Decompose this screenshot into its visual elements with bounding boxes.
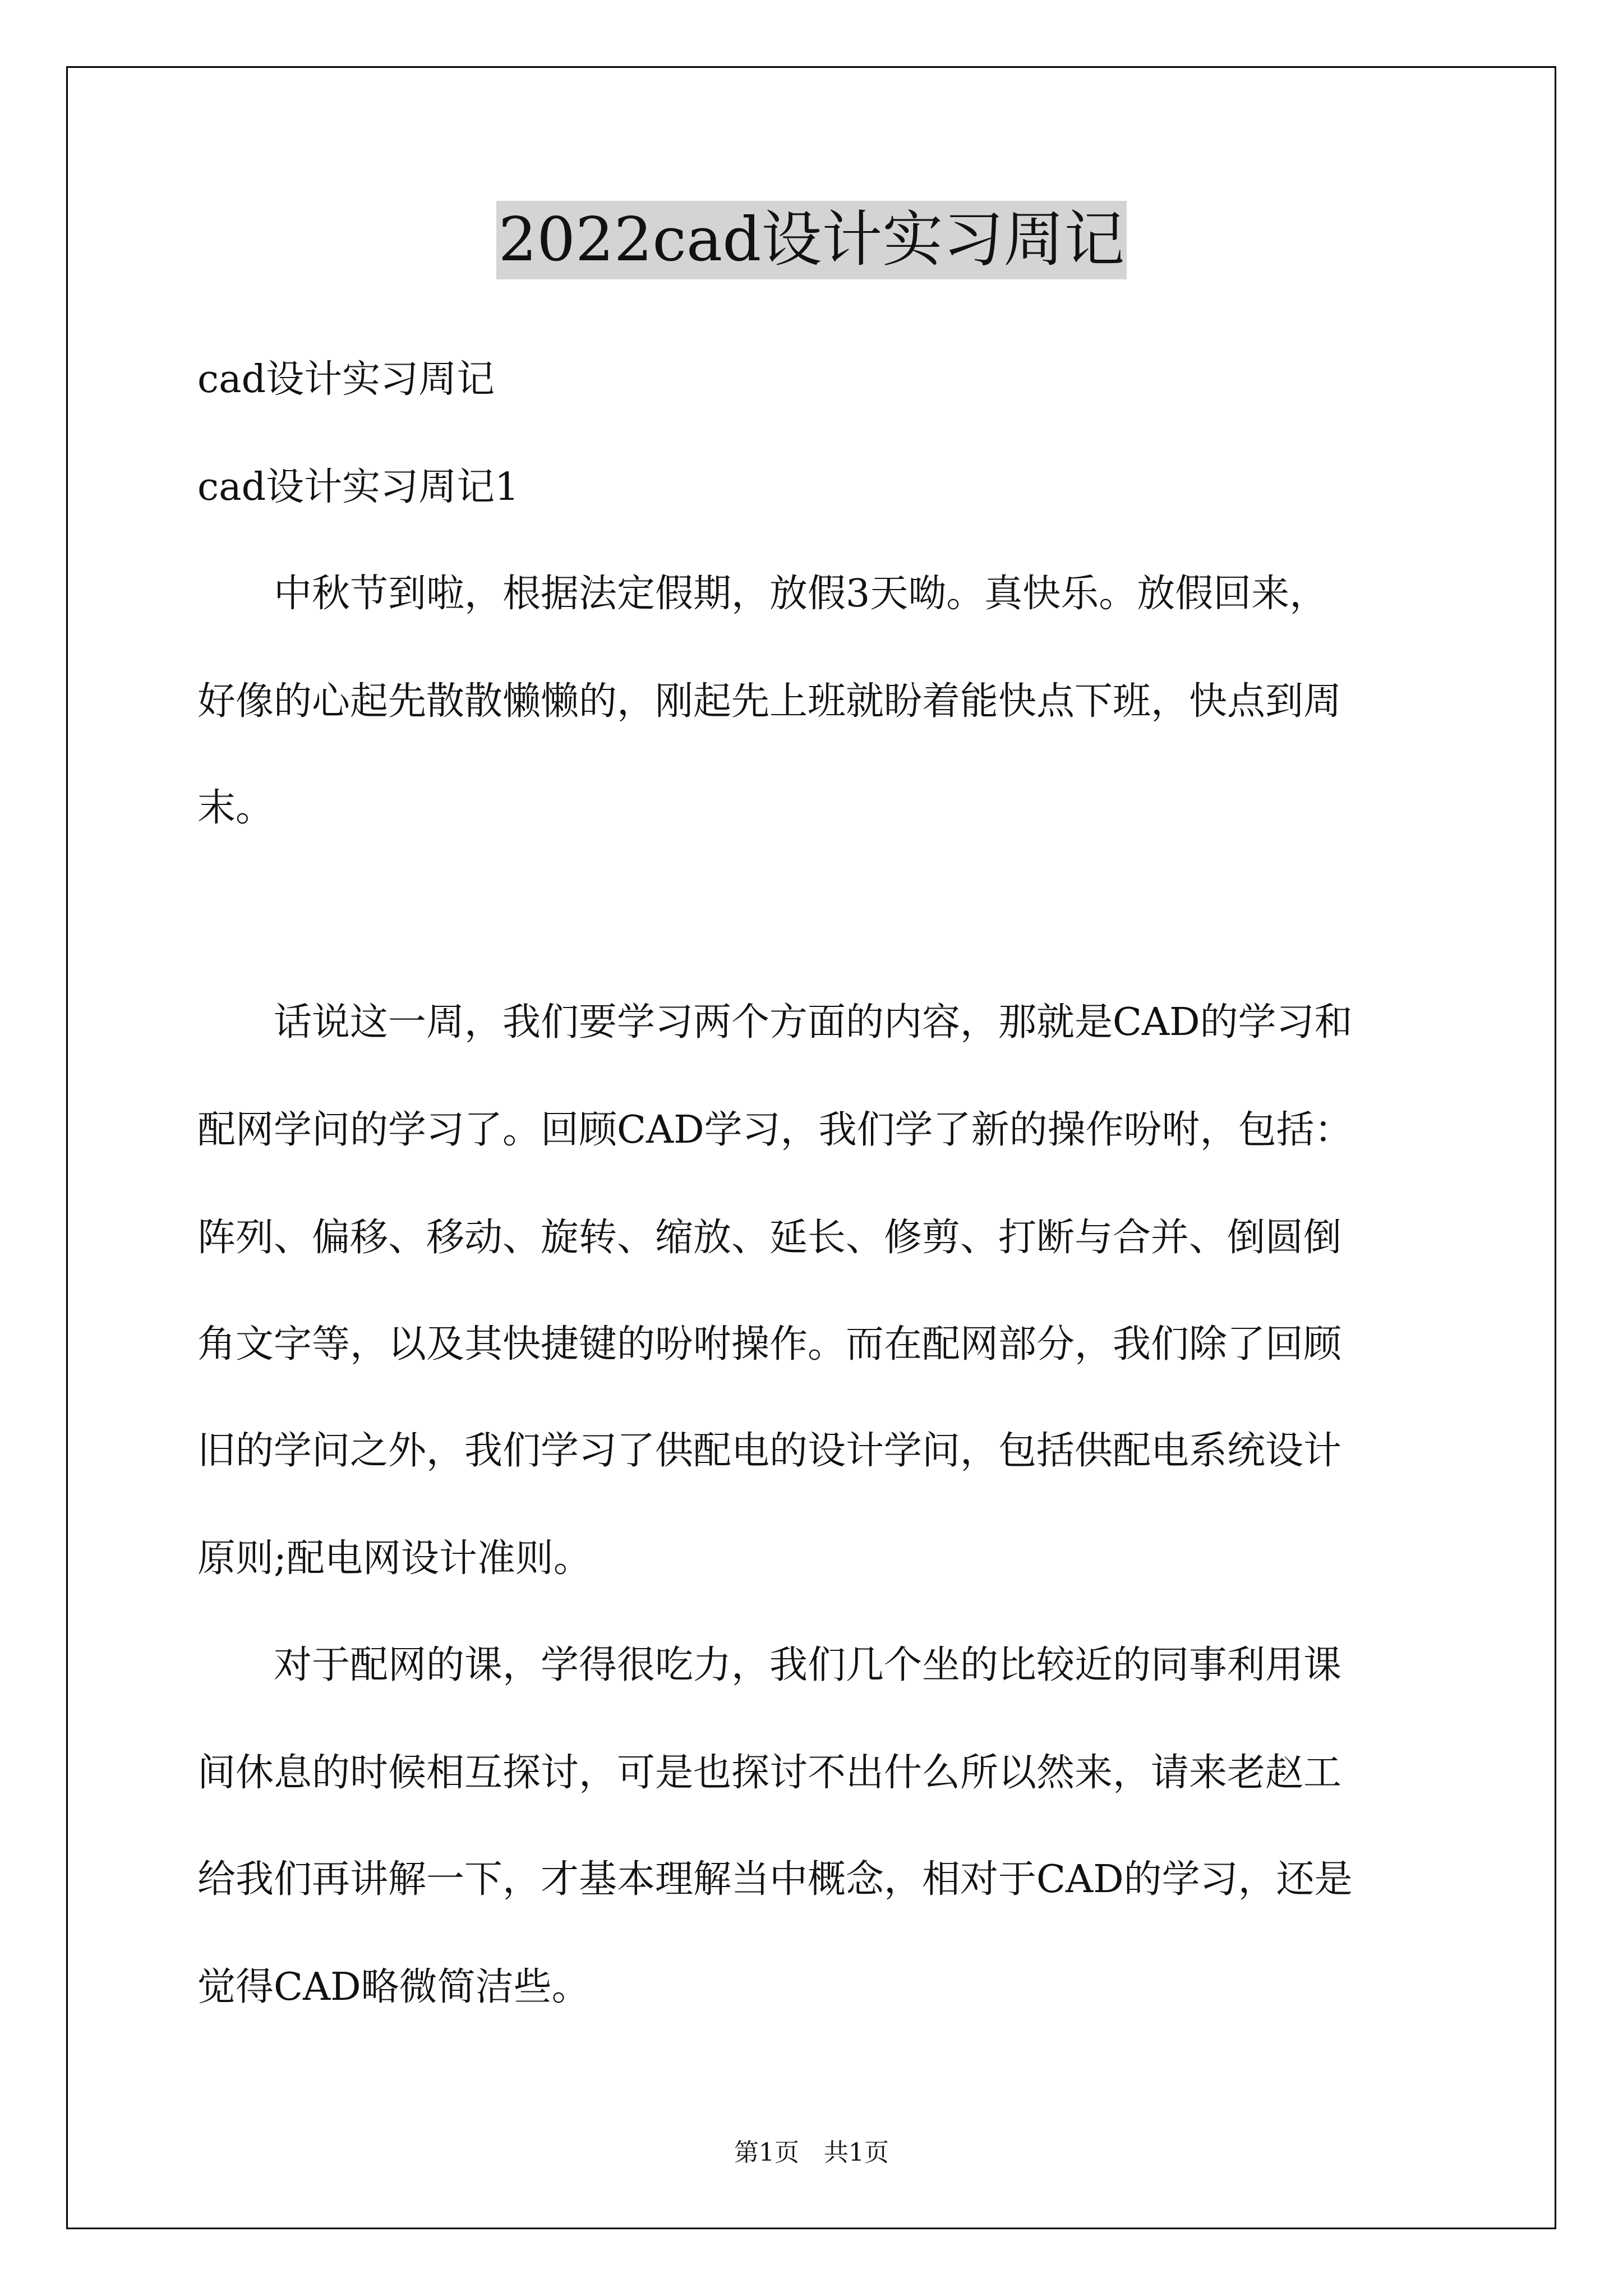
paragraph-line: 好像的心起先散散懒懒的，刚起先上班就盼着能快点下班，快点到周: [197, 679, 1342, 724]
document-subtitle: cad设计实习周记: [197, 357, 495, 402]
paragraph-line: 话说这一周，我们要学习两个方面的内容，那就是CAD的学习和: [197, 1000, 1353, 1045]
section-heading: cad设计实习周记1: [197, 465, 519, 509]
page-footer: 第1页 共1页: [734, 2138, 889, 2167]
paragraph-line: 配网学问的学习了。回顾CAD学习，我们学了新的操作吩咐，包括：: [197, 1108, 1353, 1152]
paragraph-line: 末。: [197, 786, 274, 830]
paragraph-line: 间休息的时候相互探讨，可是也探讨不出什么所以然来，请来老赵工: [197, 1751, 1342, 1795]
paragraph-line: 原则;配电网设计准则。: [197, 1536, 592, 1581]
paragraph-line: 旧的学问之外，我们学习了供配电的设计学问，包括供配电系统设计: [197, 1429, 1342, 1473]
document-title: 2022cad设计实习周记: [496, 201, 1127, 279]
title-container: [0, 201, 1623, 279]
paragraph-line: 阵列、偏移、移动、旋转、缩放、延长、修剪、打断与合并、倒圆倒: [197, 1216, 1342, 1260]
paragraph-line: 觉得CAD略微简洁些。: [197, 1965, 590, 2009]
paragraph-line: 中秋节到啦，根据法定假期，放假3天呦。真快乐。放假回来，: [197, 572, 1328, 616]
paragraph-line: 给我们再讲解一下，才基本理解当中概念，相对于CAD的学习，还是: [197, 1857, 1353, 1902]
paragraph-line: 对于配网的课，学得很吃力，我们几个坐的比较近的同事利用课: [197, 1643, 1342, 1687]
paragraph-line: 角文字等，以及其快捷键的吩咐操作。而在配网部分，我们除了回顾: [197, 1322, 1342, 1366]
